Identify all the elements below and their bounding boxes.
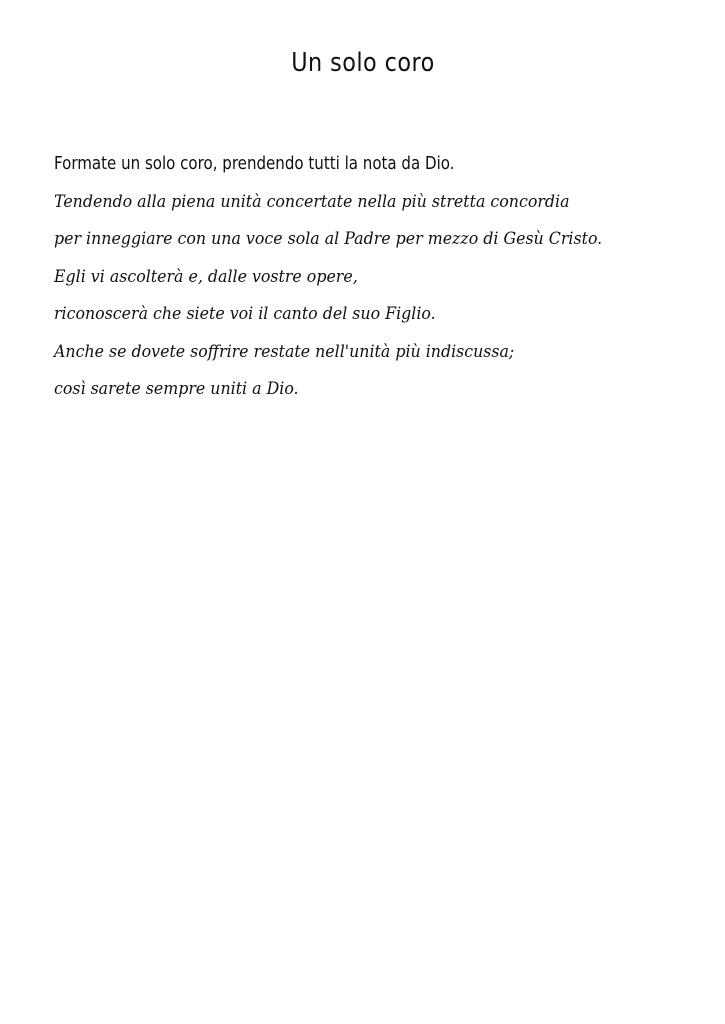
poem-line-5: riconoscerà che siete voi il canto del suo Figlio. <box>54 304 436 324</box>
poem-line-6: Anche se dovete soffrire restate nell'unità più indiscussa; <box>54 341 515 362</box>
page-title: Un solo coro <box>291 48 435 78</box>
poem-line-7: così sarete sempre uniti a Dio. <box>54 379 299 399</box>
poem-line-2: Tendendo alla piena unità concertate nella più stretta concordia <box>54 191 570 212</box>
poem-line-3: per inneggiare con una voce sola al Padre per mezzo di Gesù Cristo. <box>54 229 603 249</box>
poem-line-1: Formate un solo coro, prendendo tutti la nota da Dio. <box>54 154 455 174</box>
poem-line-4: Egli vi ascolterà e, dalle vostre opere, <box>54 266 358 287</box>
poem-body <box>54 146 694 409</box>
